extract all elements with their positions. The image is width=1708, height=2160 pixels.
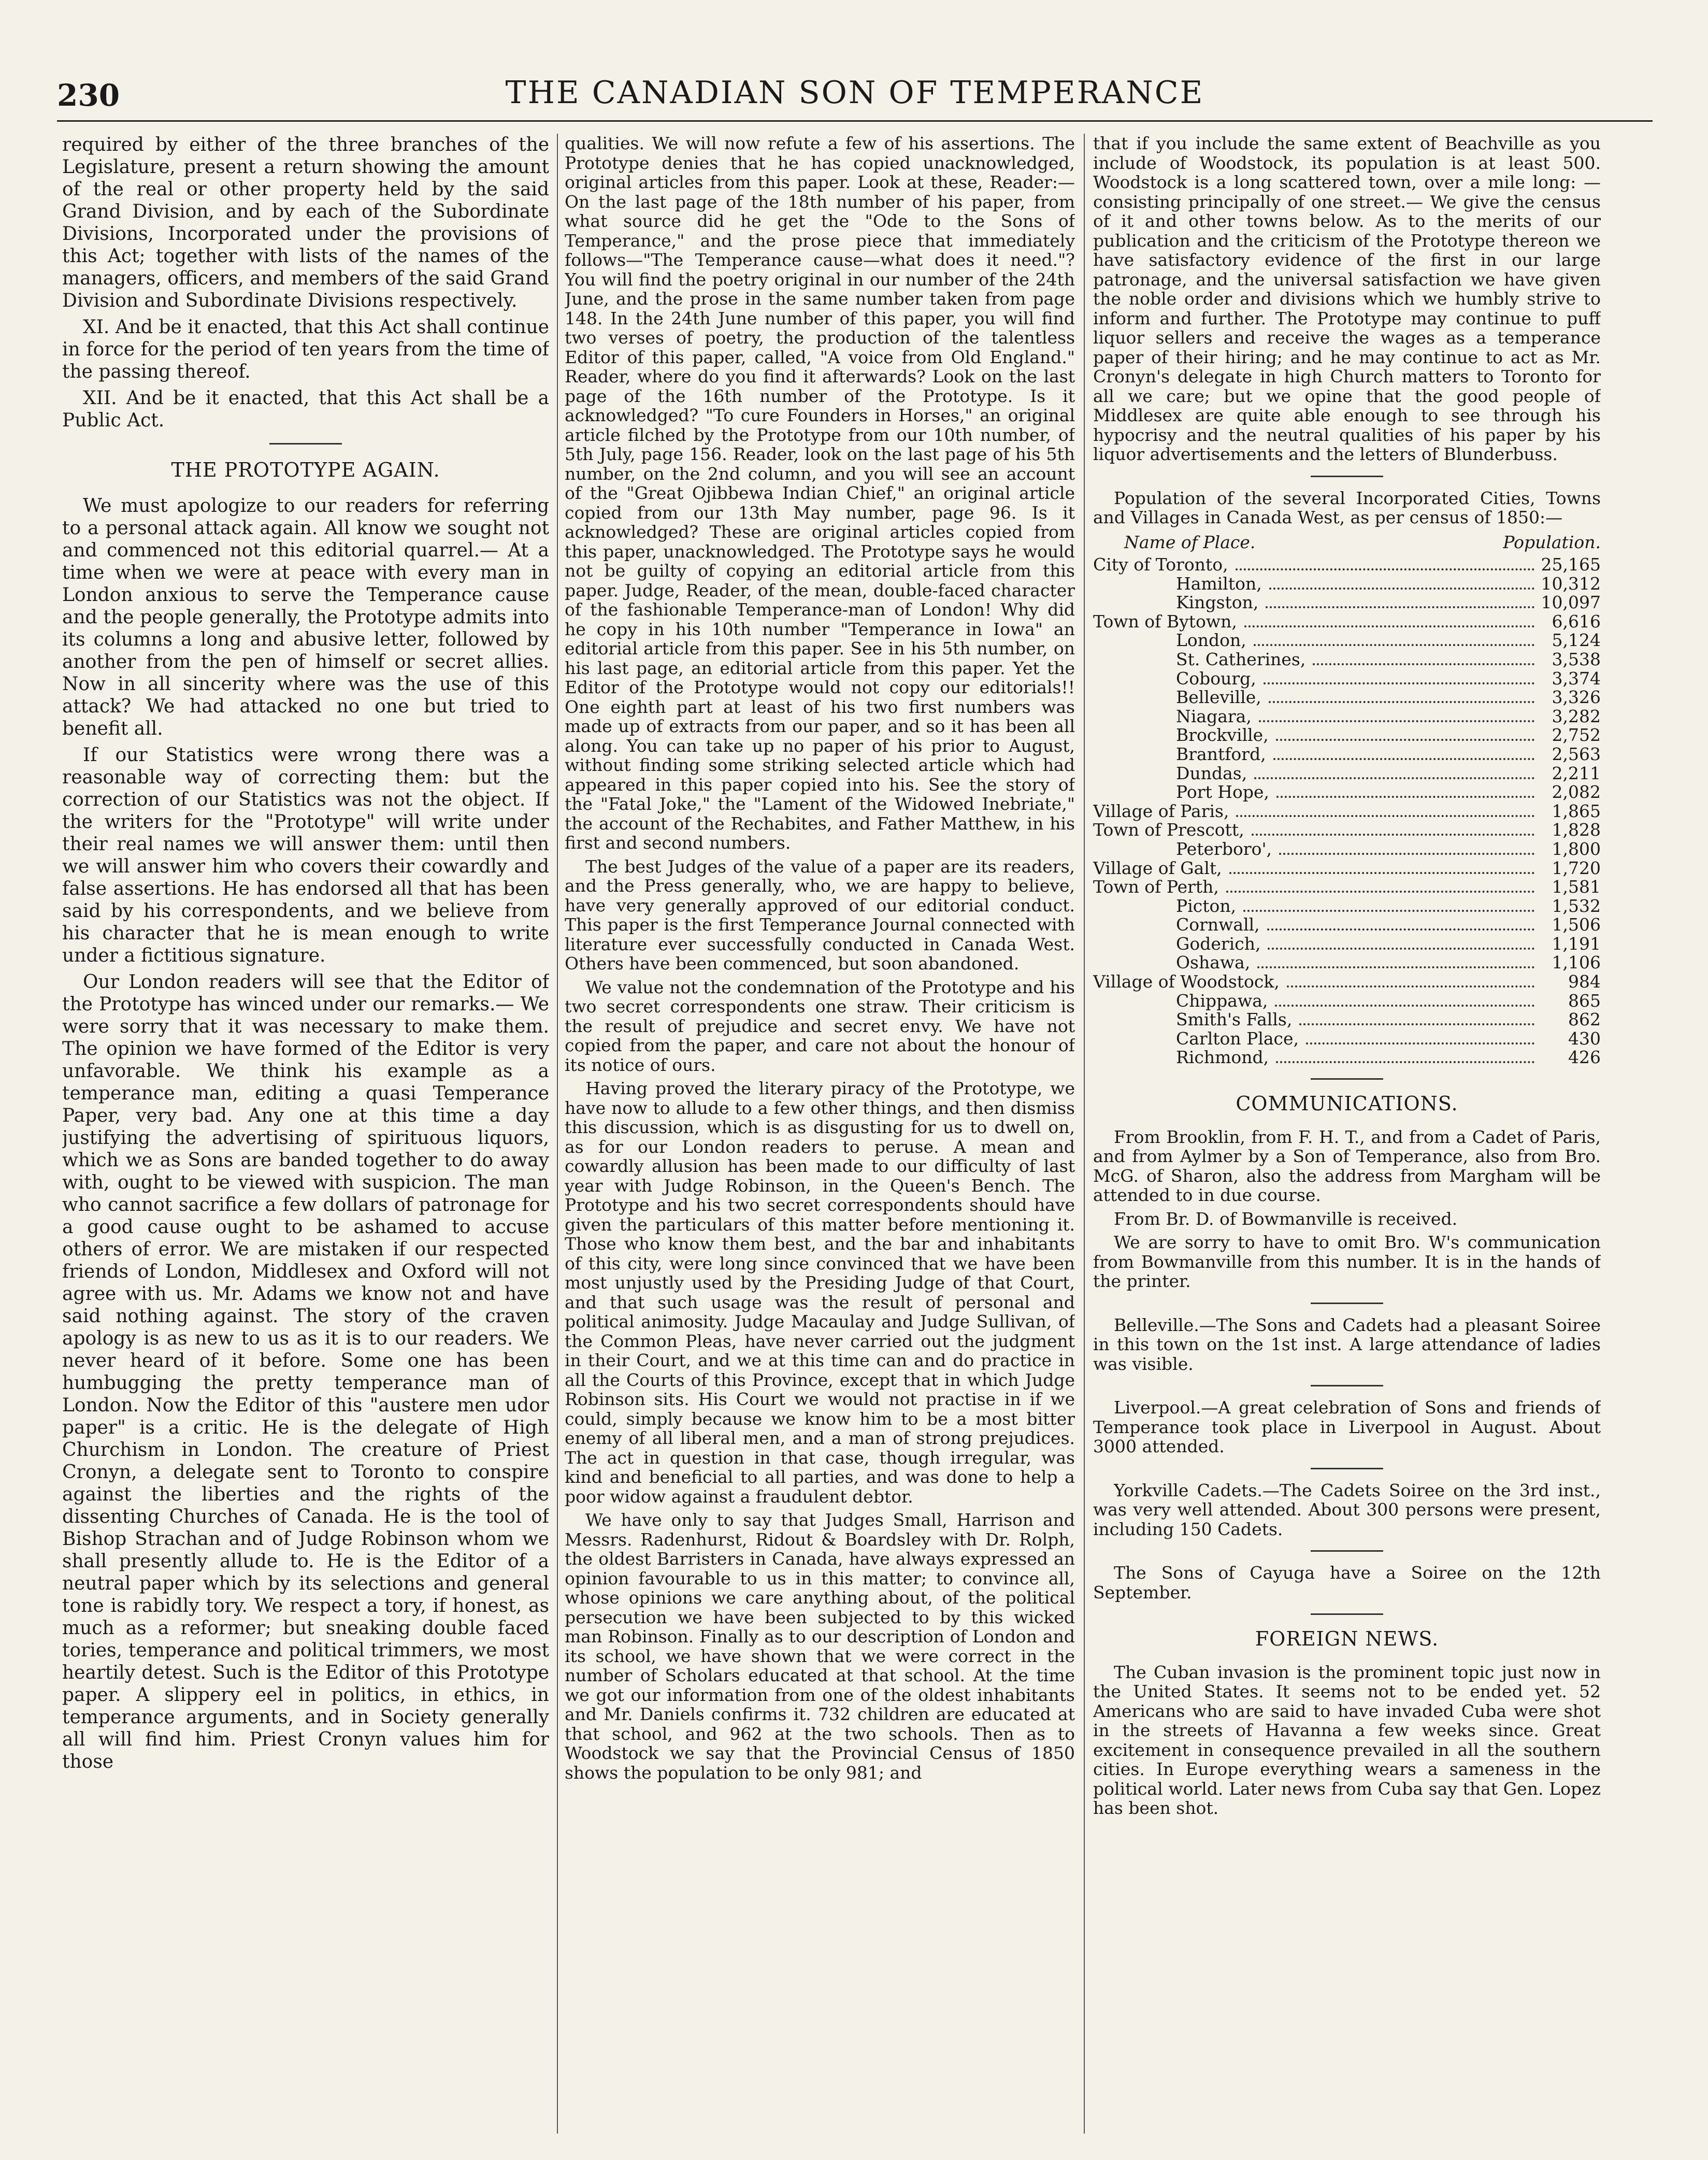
population-value: 984 (1568, 971, 1601, 992)
article-paragraph: The best Judges of the value of a paper are its readers, and the Press generally, who, we are happy to believe, have very generally approved of our editorial conduct. This paper is the first Temperance Journal connected with literature ever successfully conducted in Canada West. Others have been commenced, but soon abandoned. (565, 856, 1075, 974)
population-row (1093, 915, 1601, 934)
population-value: 10,097 (1541, 592, 1601, 613)
section-separator (1311, 1550, 1383, 1552)
news-item: We are sorry to have to omit Bro. W's communication from Bowmanville from this number. It is in the hands of the printer. (1093, 1232, 1601, 1292)
leader-dots (1264, 682, 1534, 684)
population-row (1093, 782, 1601, 802)
population-row (1093, 631, 1601, 650)
population-table-header (1093, 533, 1601, 552)
article-paragraph: We must apologize to our readers for referring to a personal attack again. All know we sought not and commenced not this editorial quarrel.— At a time when we were at peace with every man in London anxious to serve the Temperance cause and the people generally, the Prototype admits into its columns a long and abusive letter, followed by another from the pen of himself or secret allies. Now in all sincerity where was the use of this attack? We had attacked no one but tried to benefit all. (62, 495, 549, 739)
leader-dots (1276, 739, 1534, 741)
population-row (1093, 991, 1601, 1010)
leader-dots (1236, 815, 1534, 817)
leader-dots (1236, 568, 1534, 570)
population-value: 3,326 (1552, 687, 1601, 708)
place-name: Hamilton, (1176, 573, 1262, 594)
population-value: 2,082 (1552, 782, 1601, 803)
population-row (1093, 934, 1601, 953)
population-row (1093, 972, 1601, 991)
leader-dots (1267, 928, 1534, 931)
column-1 (62, 134, 549, 2134)
article-paragraph: XII. And be it enacted, that this Act shall be a Public Act. (62, 388, 549, 431)
place-name: Richmond, (1176, 1047, 1269, 1068)
leader-dots (1257, 966, 1534, 968)
population-row (1093, 820, 1601, 839)
place-name: Cobourg, (1176, 668, 1256, 689)
population-row (1093, 802, 1601, 821)
place-name: Kingston, (1176, 592, 1259, 613)
population-row (1093, 1048, 1601, 1067)
column-header-place: Name of Place. (1124, 532, 1256, 552)
place-name: Town of Prescott, (1093, 820, 1244, 840)
news-item: Belleville.—The Sons and Cadets had a pleasant Soiree in this town on the 1st inst. A large attendance of ladies was visible. (1093, 1314, 1601, 1374)
leader-dots (1275, 1005, 1534, 1007)
leader-dots (1276, 796, 1534, 798)
population-table-title: Population of the several Incorporated Cities, Towns and Villages in Canada West, as per census of 1850:— (1093, 488, 1601, 527)
population-row (1093, 707, 1601, 726)
population-value: 1,865 (1552, 800, 1601, 821)
place-name: Town of Bytown, (1093, 611, 1237, 632)
column-3 (1093, 134, 1601, 2134)
population-value: 1,191 (1552, 933, 1601, 954)
place-name: London, (1176, 630, 1246, 651)
place-name: Village of Galt, (1093, 857, 1222, 878)
place-name: Smith's Falls, (1176, 1009, 1293, 1030)
place-name: Village of Paris, (1093, 800, 1229, 821)
population-value: 3,538 (1552, 649, 1601, 669)
leader-dots (1306, 1042, 1534, 1045)
article-paragraph: Having proved the literary piracy of the Prototype, we have now to allude to a few other things, and then dismiss this discussion, which is as disgusting for us to dwell on, as for our London readers to peruse. A mean and cowardly allusion has been made to our difficulty of last year with Judge Robinson, in the Queen's Bench. The Prototype and his two secret correspondents should have given the particulars of this matter before mentioning it. Those who know them best, and the bar and inhabitants of this city, were long since convinced that we have been most unjustly used by the Presiding Judge of that Court, and that such usage was the result of personal and political animosity. Judge Macaulay and Judge Sullivan, of the Common Pleas, have never carried out the judgment in their Court, and we at this time can and do practice in all the Courts of this Province, except that in which Judge Robinson sits. His Court we would not practise in if we could, simply because we know him to be a most bitter enemy of all liberal men, and a man of strong prejudices. The act in question in that case, though irregular, was kind and beneficial to all parties, and was done to help a poor widow against a fraudulent debtor. (565, 1078, 1075, 1507)
place-name: Town of Perth, (1093, 877, 1219, 897)
leader-dots (1287, 985, 1534, 988)
place-name: Oshawa, (1176, 952, 1251, 973)
population-row (1093, 745, 1601, 764)
leader-dots (1226, 891, 1534, 893)
article-heading: THE PROTOTYPE AGAIN. (171, 459, 440, 481)
place-name: Brockville, (1176, 725, 1269, 746)
population-row (1093, 612, 1601, 631)
population-value: 2,563 (1552, 743, 1601, 764)
news-item: The Cuban invasion is the prominent topic just now in the United States. It seems not to be ended yet. 52 Americans who are said to have invaded Cuba were shot in the streets of Havanna a few weeks since. Great excitement in consequence prevailed in all the southern cities. In Europe everything wears a sameness in the political world. Later news from Cuba say that Gen. Lopez has been shot. (1093, 1662, 1601, 1819)
section-heading: FOREIGN NEWS. (1255, 1627, 1439, 1651)
section-heading: COMMUNICATIONS. (1236, 1092, 1458, 1115)
place-name: Peterboro', (1176, 838, 1272, 859)
place-name: St. Catherines, (1176, 649, 1306, 669)
column-divider (1084, 134, 1085, 2134)
section-separator (1311, 476, 1383, 477)
place-name: Dundas, (1176, 763, 1247, 783)
page-header (57, 73, 1653, 119)
population-value: 865 (1568, 990, 1601, 1011)
place-name: Picton, (1176, 895, 1237, 916)
article-paragraph: Our London readers will see that the Editor of the Prototype has winced under our remarks.— We were sorry that it was necessary to make them. The opinion we have formed of the Editor is very unfavorable. We think his example as a temperance man, editing a quasi Temperance Paper, very bad. Any one at this time a day justifying the advertising of spirituous liquors, which we as Sons are banded together to do away with, ought to be viewed with suspicion. The man who cannot sacrifice a few dollars of patronage for a good cause ought to be ashamed to accuse others of error. We are mistaken if our respected friends of London, Middlesex and Oxford will not agree with us. Mr. Adams we know not and have said nothing against. The story of the craven apology is as new to us as it is to our readers. We never heard of it before. Some one has been humbugging the pretty temperance man of London. Now the Editor of this "austere men udor paper" is a critic. He is the delegate of High Churchism in London. The creature of Priest Cronyn, a delegate sent to Toronto to conspire against the liberties and the rights of the dissenting Churches of Canada. He is the tool of Bishop Strachan and of Judge Robinson whom we shall presently allude to. He is the Editor of a neutral paper which by its selections and general tone is rabidly tory. We respect a tory, if honest, as much as a reformer; but sneaking double faced tories, temperance and political trimmers, we most heartily detest. Such is the Editor of this Prototype paper. A slippery eel in politics, in ethics, in temperance arguments, and in Society generally all will find him. Priest Cronyn values him for those (62, 971, 549, 1772)
newspaper-title: THE CANADIAN SON OF TEMPERANCE (505, 75, 1204, 111)
article-paragraph: We value not the condemnation of the Prototype and his two secret correspondents one straw. Their criticism is the result of prejudice and secret envy. We have not copied from the paper, and care not about the honour of its notice of ours. (565, 977, 1075, 1075)
population-row (1093, 859, 1601, 878)
column-2 (565, 134, 1075, 2134)
population-table (1093, 555, 1601, 1067)
article-paragraph: required by either of the three branches of the Legislature, present a return showing the amount of the real or other property held by the said Grand Division, and by each of the Subordinate Divisions, Incorporated under the provisions of this Act; together with lists of the names of the managers, officers, and members of the said Grand Division and Subordinate Divisions respectively. (62, 134, 549, 311)
population-value: 3,282 (1552, 706, 1601, 726)
population-row (1093, 650, 1601, 669)
article-paragraph: that if you include the same extent of Beachville as you include of Woodstock, its population is at least 500. Woodstock is a long scattered town, over a mile long: — consisting principally of one street.— We give the census of it and other towns below. As to the merits of our publication and the criticism of the Prototype thereon we have satisfactory evidence of the first in our large patronage, and the universal satisfaction we have given the noble order and divisions which we humbly strive to inform and further. The Prototype may continue to puff liquor sellers and receive the wages as a temperance paper of their hiring; and he may continue to act as Mr. Cronyn's delegate in high Church matters to Toronto for all we care; but we opine that the good people of Middlesex are quite able enough to see through his hypocrisy and the neutral qualities of his paper by his liquor advertisements and the letters of Blunderbuss. (1093, 134, 1601, 464)
place-name: Village of Woodstock, (1093, 971, 1280, 992)
place-name: Belleville, (1176, 687, 1261, 708)
leader-dots (1243, 910, 1534, 912)
leader-dots (1244, 625, 1534, 627)
section-separator (1311, 1385, 1383, 1386)
population-value: 862 (1568, 1009, 1601, 1030)
population-row (1093, 593, 1601, 612)
section-separator (1311, 1303, 1383, 1304)
place-name: City of Toronto, (1093, 554, 1228, 575)
leader-dots (1254, 644, 1534, 646)
page-number: 230 (57, 78, 120, 113)
place-name: Brantford, (1176, 743, 1266, 764)
place-name: Port Hope, (1176, 782, 1270, 803)
population-value: 1,828 (1552, 820, 1601, 840)
population-value: 1,106 (1552, 952, 1601, 973)
news-item: From Br. D. of Bowmanville is received. (1114, 1208, 1458, 1229)
news-item: The Sons of Cayuga have a Soiree on the 12th September. (1093, 1563, 1601, 1603)
section-separator (1311, 1078, 1383, 1080)
section-separator (269, 443, 342, 445)
article-paragraph: We have only to say that Judges Small, Harrison and Messrs. Radenhurst, Ridout & Boardsley with Dr. Rolph, the oldest Barristers in Canada, have always expressed an opinion favourable to us in this matter; to convince all, whose opinions we care anything about, of the political persecution we have been subjected to by this wicked man Robinson. Finally as to our description of London and its school, we have shown that we were correct in the number of Scholars educated at that school. At the time we got our information from one of the oldest inhabitants and Mr. Daniels confirms it. 732 children are educated at that school, and 962 at the two schools. Then as to Woodstock we say that the Provincial Census of 1850 shows the population to be only 981; and (565, 1510, 1075, 1783)
place-name: Niagara, (1176, 706, 1252, 726)
population-row (1093, 764, 1601, 783)
population-value: 2,752 (1552, 725, 1601, 746)
population-value: 1,720 (1552, 857, 1601, 878)
leader-dots (1299, 1023, 1534, 1025)
place-name: Cornwall, (1176, 914, 1260, 935)
leader-dots (1269, 588, 1534, 590)
leader-dots (1269, 701, 1534, 703)
population-row (1093, 839, 1601, 859)
leader-dots (1266, 606, 1534, 608)
leader-dots (1254, 777, 1534, 779)
population-value: 1,800 (1552, 838, 1601, 859)
population-value: 6,616 (1552, 611, 1601, 632)
leader-dots (1273, 758, 1534, 760)
population-row (1093, 725, 1601, 745)
leader-dots (1268, 948, 1534, 950)
population-row (1093, 1029, 1601, 1048)
article-paragraph: qualities. We will now refute a few of his assertions. The Prototype denies that he has copied unacknowledged, original articles from this paper. Look at these, Reader:— On the last page of the 18th number of his paper, from what source did he get the "Ode to the Sons of Temperance," and the prose piece that immediately follows—"The Temperance cause—what does it need."? You will find the poetry original in our number of the 24th June, and the prose in the same number taken from page 148. In the 24th June number of this paper, you will find two verses of poetry, the production of the talentless Editor of this paper, called, "A voice from Old England." Reader, where do you find it afterwards? Look on the last page of the 16th number of the Prototype. Is it acknowledged? "To cure Founders in Horses," an original article filched by the Prototype from our 10th number, of 5th July, page 156. Reader, look on the last page of his 5th number, on the 2nd column, and you will see an account of the "Great Ojibbewa Indian Chief," an original article copied from our 13th May number, page 96. Is it acknowledged? These are original articles copied from this paper, unacknowledged. The Prototype says he would not be guilty of copying an editorial article from this paper. Judge, Reader, of the mean, double-faced character of the fashionable Temperance-man of London! Why did he copy in his 10th number "Temperance in Iowa" an editorial article from this paper. See in his 5th number, on his last page, an editorial article from this paper. Yet the Editor of the Prototype would not copy our editorials!! One eighth part at least of his two first numbers was made up of extracts from our paper, and so it has been all along. You can take up no paper of his prior to August, without finding some striking selected article which had appeared in this paper copied into his. See the story of the "Fatal Joke," the "Lament of the Widowed Inebriate," the account of the Rechabites, and Father Matthew, in his first and second numbers. (565, 134, 1075, 853)
section-separator (1311, 1468, 1383, 1469)
column-divider (557, 134, 558, 2134)
population-value: 426 (1568, 1047, 1601, 1068)
news-item: Yorkville Cadets.—The Cadets Soiree on the 3rd inst., was very well attended. About 300 persons were present, including 150 Cadets. (1093, 1480, 1601, 1539)
news-item: From Brooklin, from F. H. T., and from a Cadet of Paris, and from Aylmer by a Son of Temperance, also from Bro. McG. of Sharon, also the address from Margham will be attended to in due course. (1093, 1126, 1601, 1206)
place-name: Carlton Place, (1176, 1028, 1299, 1049)
population-row (1093, 953, 1601, 972)
leader-dots (1279, 853, 1534, 855)
header-rule (57, 120, 1653, 122)
population-row (1093, 877, 1601, 896)
news-item: Liverpool.—A great celebration of Sons and friends of Temperance took place in Liverpool in August. About 3000 attended. (1093, 1397, 1601, 1457)
leader-dots (1276, 1061, 1534, 1063)
population-value: 10,312 (1541, 573, 1601, 594)
population-value: 2,211 (1552, 763, 1601, 783)
population-row (1093, 1010, 1601, 1029)
population-row (1093, 574, 1601, 593)
population-value: 1,532 (1552, 895, 1601, 916)
leader-dots (1229, 872, 1534, 874)
place-name: Goderich, (1176, 933, 1261, 954)
population-value: 1,581 (1552, 877, 1601, 897)
population-value: 5,124 (1552, 630, 1601, 651)
place-name: Chippawa, (1176, 990, 1268, 1011)
leader-dots (1313, 663, 1534, 665)
population-value: 25,165 (1541, 554, 1601, 575)
population-value: 3,374 (1552, 668, 1601, 689)
population-value: 430 (1568, 1028, 1601, 1049)
population-row (1093, 555, 1601, 574)
article-paragraph: If our Statistics were wrong there was a reasonable way of correcting them: but the correction of our Statistics was not the object. If the writers for the "Prototype" will write under their real names we will answer them: until then we will answer him who covers their cowardly and false assertions. He has endorsed all that has been said by his correspondents, and we believe from his character that he is mean enough to write under a fictitious signature. (62, 745, 549, 966)
population-value: 1,506 (1552, 914, 1601, 935)
population-row (1093, 669, 1601, 688)
population-row (1093, 896, 1601, 916)
article-paragraph: XI. And be it enacted, that this Act shall continue in force for the period of ten years from the time of the passing thereof. (62, 317, 549, 382)
section-separator (1311, 1613, 1383, 1615)
leader-dots (1259, 720, 1534, 722)
column-header-population: Population. (1503, 532, 1601, 552)
population-row (1093, 688, 1601, 707)
leader-dots (1252, 834, 1534, 836)
